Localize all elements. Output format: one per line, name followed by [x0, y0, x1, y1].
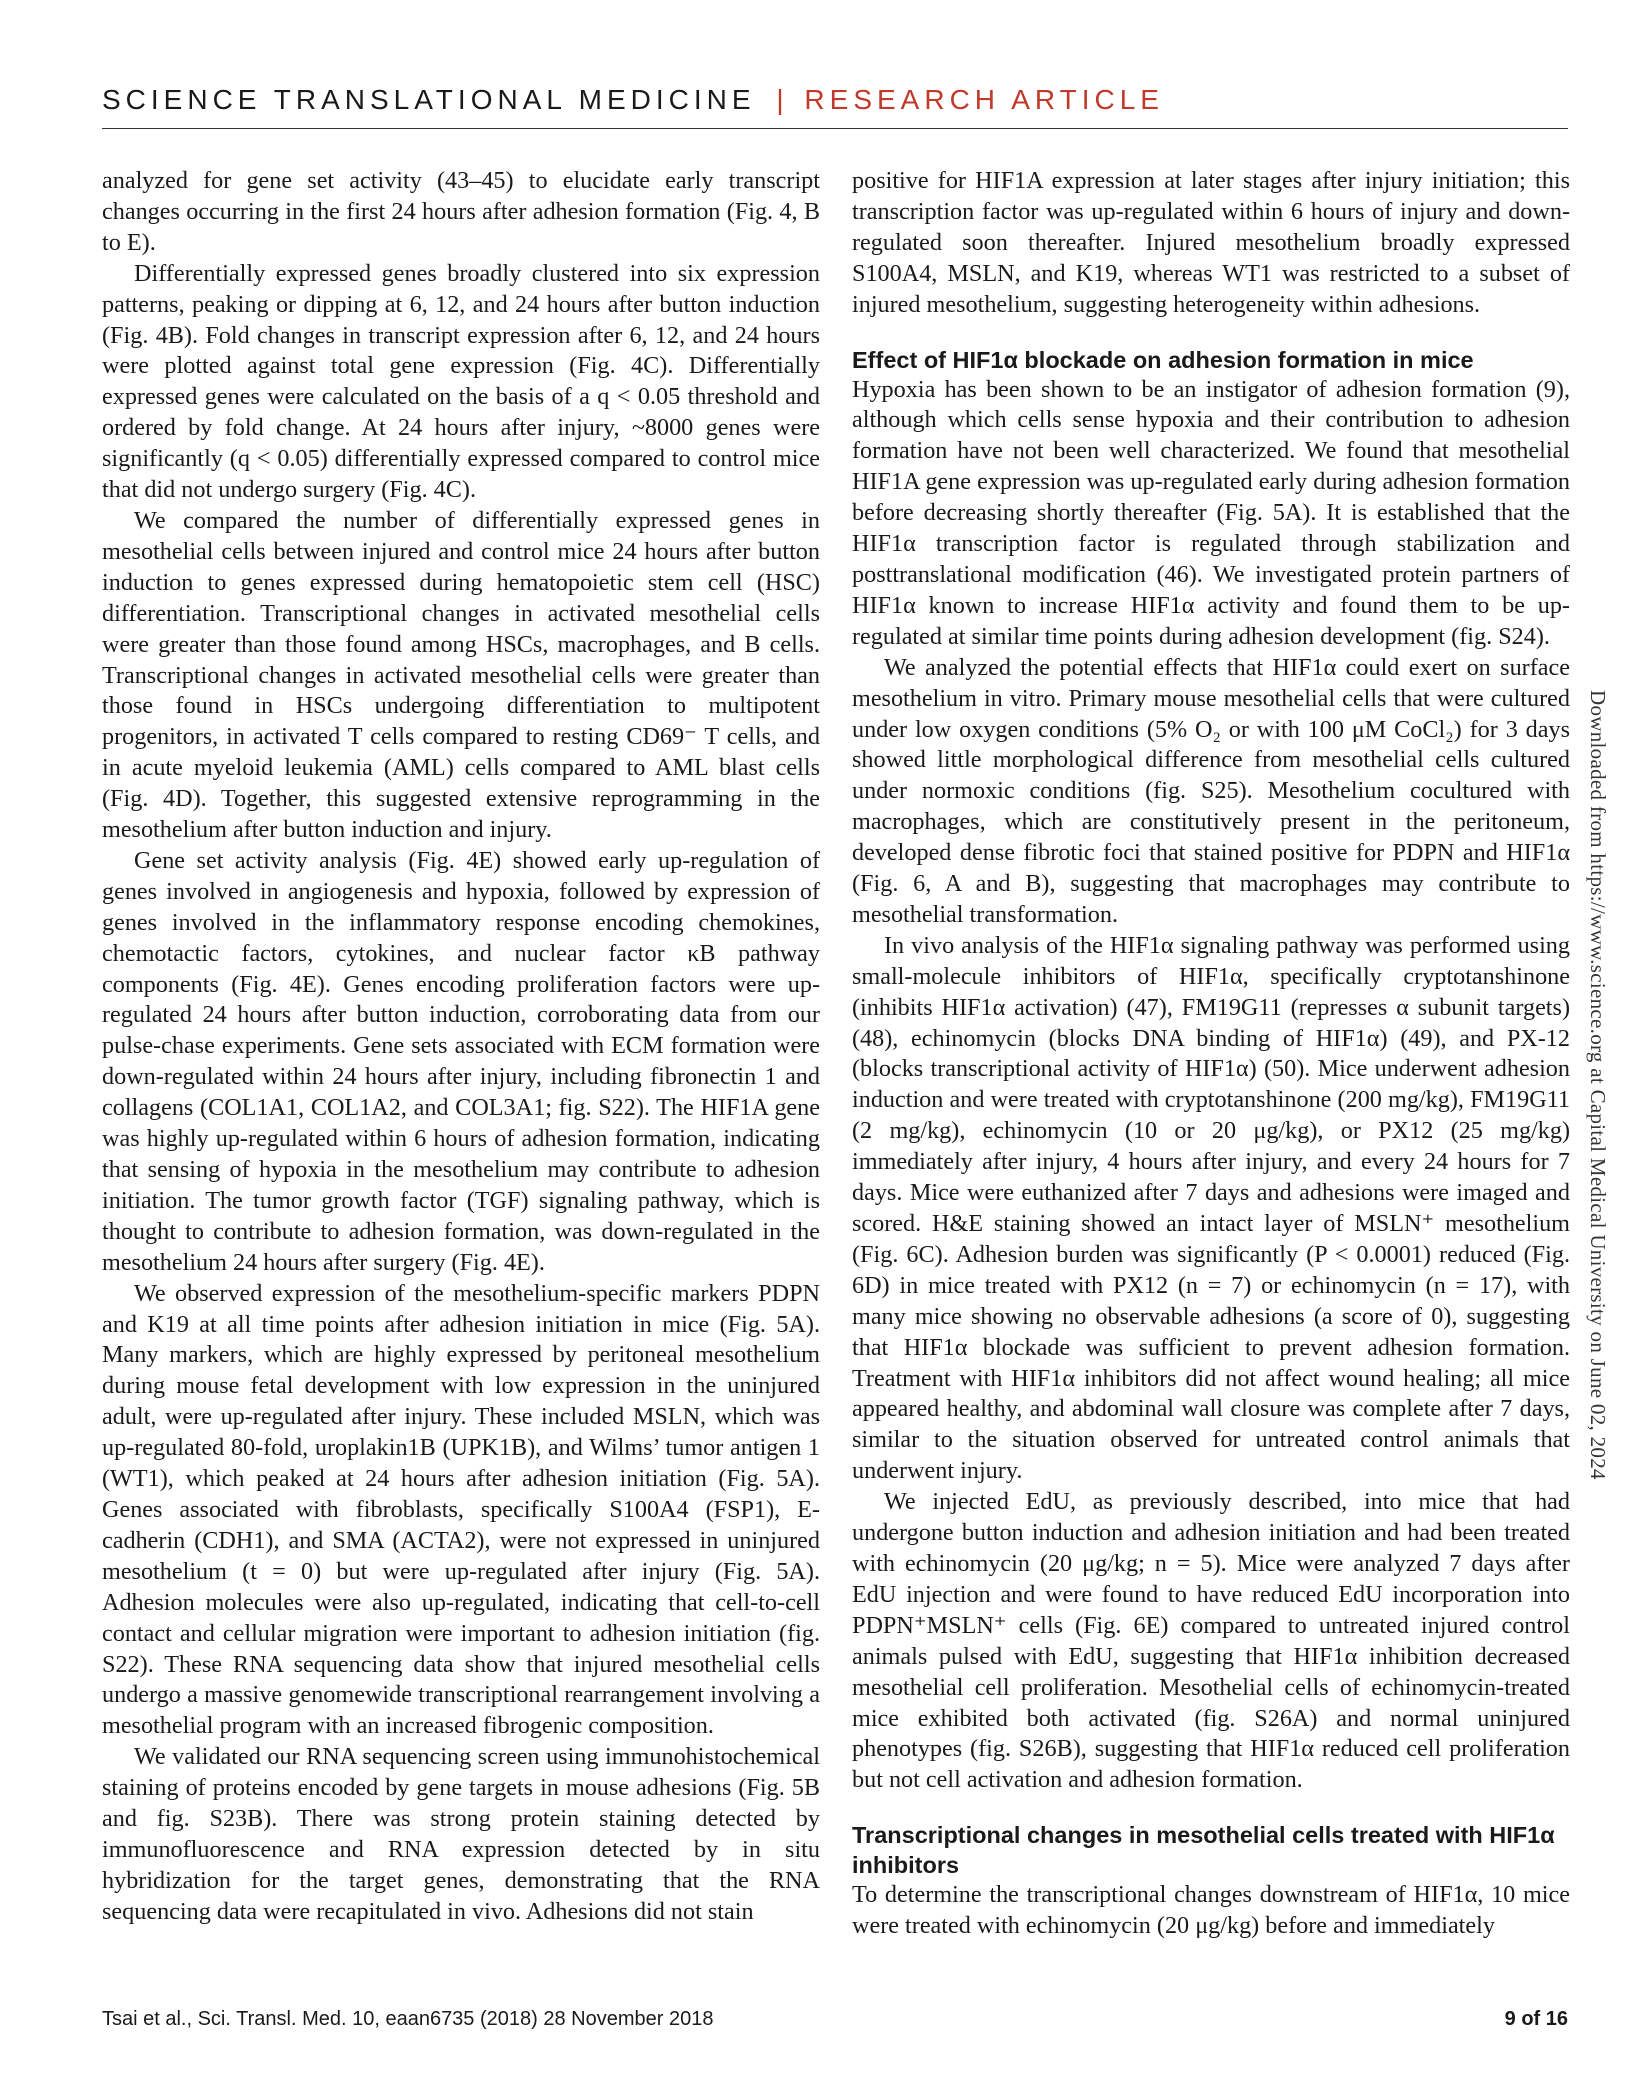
paragraph: positive for HIF1A expression at later stages after injury initiation; this transcription factor was up-regulated within 6 hours of injury and down-regulated soon thereafter. Injured mesothelium broadly expressed S100A4, MSLN, and K19, whereas WT1 was restricted to a subset of injured mesothelium, suggesting heterogeneity within adhesions.	[852, 167, 1570, 318]
journal-name: SCIENCE TRANSLATIONAL MEDICINE	[102, 84, 756, 115]
page-number: 9 of 16	[1504, 2008, 1568, 2030]
left-column	[102, 166, 820, 1928]
section-heading: Transcriptional changes in mesothelial cells treated with HIF1α inhibitors	[852, 1822, 1555, 1879]
download-watermark: Downloaded from https://www.science.org at Capital Medical University on June 02, 2024	[1586, 690, 1610, 1480]
paragraph: We observed expression of the mesothelium-specific markers PDPN and K19 at all time points after adhesion initiation in mice (Fig. 5A). Many markers, which are highly expressed by peritoneal mesothelium during mouse fetal development with low expression in the uninjured adult, were up-regulated after injury. These included MSLN, which was up-regulated 80-fold, uroplakin1B (UPK1B), and Wilms’ tumor antigen 1 (WT1), which peaked at 24 hours after adhesion initiation (Fig. 5A). Genes associated with fibroblasts, specifically S100A4 (FSP1), E-cadherin (CDH1), and SMA (ACTA2), were not expressed in uninjured mesothelium (t = 0) but were up-regulated after injury (Fig. 5A). Adhesion molecules were also up-regulated, indicating that cell-to-cell contact and cellular migration were important to adhesion initiation (fig. S22). These RNA sequencing data show that injured mesothelial cells undergo a massive genomewide transcriptional rearrangement involving a mesothelial program with an increased fibrogenic composition.	[102, 1279, 820, 1740]
paragraph: To determine the transcriptional changes downstream of HIF1α, 10 mice were treated with echinomycin (20 μg/kg) before and immediately	[852, 1881, 1570, 1940]
paragraph: We compared the number of differentially expressed genes in mesothelial cells between injured and control mice 24 hours after button induction to genes expressed during hematopoietic stem cell (HSC) differentiation. Transcriptional changes in activated mesothelial cells were greater than those found among HSCs, macrophages, and B cells. Transcriptional changes in activated mesothelial cells were greater than those found in HSCs undergoing differentiation to multipotent progenitors, in activated T cells compared to resting CD69⁻ T cells, and in acute myeloid leukemia (AML) cells compared to AML blast cells (Fig. 4D). Together, this suggested extensive reprogramming in the mesothelium after button induction and injury.	[102, 506, 820, 844]
paragraph: We injected EdU, as previously described, into mice that had undergone button induction and adhesion initiation and had been treated with echinomycin (20 μg/kg; n = 5). Mice were analyzed 7 days after EdU injection and were found to have reduced EdU incorporation into PDPN⁺MSLN⁺ cells (Fig. 6E) compared to untreated injured control animals pulsed with EdU, suggesting that HIF1α inhibition decreased mesothelial cell proliferation. Mesothelial cells of echinomycin-treated mice exhibited both activated (fig. S26A) and normal uninjured phenotypes (fig. S26B), suggesting that HIF1α reduced cell proliferation but not cell activation and adhesion formation.	[852, 1488, 1570, 1794]
paragraph: We analyzed the potential effects that HIF1α could exert on surface mesothelium in vitro. Primary mouse mesothelial cells that were cultured under low oxygen conditions (5% O₂ or with 100 μM CoCl₂) for 3 days showed little morphological difference from mesothelial cells cultured under normoxic conditions (fig. S25). Mesothelium cocultured with macrophages, which are constitutively present in the peritoneum, developed dense fibrotic foci that stained positive for PDPN and HIF1α (Fig. 6, A and B), suggesting that macrophages may contribute to mesothelial transformation.	[852, 653, 1570, 928]
paragraph: Differentially expressed genes broadly clustered into six expression patterns, peaking or dipping at 6, 12, and 24 hours after button induction (Fig. 4B). Fold changes in transcript expression after 6, 12, and 24 hours were plotted against total gene expression (Fig. 4C). Differentially expressed genes were calculated on the basis of a q < 0.05 threshold and ordered by fold change. At 24 hours after injury, ~8000 genes were significantly (q < 0.05) differentially expressed compared to control mice that did not undergo surgery (Fig. 4C).	[102, 259, 820, 504]
right-column	[852, 166, 1570, 1942]
article-section: RESEARCH ARTICLE	[804, 84, 1164, 115]
citation: Tsai et al., Sci. Transl. Med. 10, eaan6735 (2018) 28 November 2018	[102, 2008, 714, 2030]
paragraph: Gene set activity analysis (Fig. 4E) showed early up-regulation of genes involved in angiogenesis and hypoxia, followed by expression of genes involved in the inflammatory response encoding chemokines, chemotactic factors, cytokines, and nuclear factor κB pathway components (Fig. 4E). Genes encoding proliferation factors were up-regulated 24 hours after button induction, corroborating data from our pulse-chase experiments. Gene sets associated with ECM formation were down-regulated within 24 hours after injury, including fibronectin 1 and collagens (COL1A1, COL1A2, and COL3A1; fig. S22). The HIF1A gene was highly up-regulated within 6 hours of adhesion formation, indicating that sensing of hypoxia in the mesothelium may contribute to adhesion initiation. The tumor growth factor (TGF) signaling pathway, which is thought to contribute to adhesion formation, was down-regulated in the mesothelium 24 hours after surgery (Fig. 4E).	[102, 846, 820, 1276]
paragraph: In vivo analysis of the HIF1α signaling pathway was performed using small-molecule inhibitors of HIF1α, specifically cryptotanshinone (inhibits HIF1α activation) (47), FM19G11 (represses α subunit targets) (48), echinomycin (blocks DNA binding of HIF1α) (49), and PX-12 (blocks transcriptional activity of HIF1α) (50). Mice underwent adhesion induction and were treated with cryptotanshinone (200 mg/kg), FM19G11 (2 mg/kg), echinomycin (10 or 20 μg/kg), or PX12 (25 mg/kg) immediately after injury, 4 hours after injury, and every 24 hours for 7 days. Mice were euthanized after 7 days and adhesions were imaged and scored. H&E staining showed an intact layer of MSLN⁺ mesothelium (Fig. 6C). Adhesion burden was significantly (P < 0.0001) reduced (Fig. 6D) in mice treated with PX12 (n = 7) or echinomycin (n = 17), with many mice showing no observable adhesions (a score of 0), suggesting that HIF1α blockade was sufficient to prevent adhesion formation. Treatment with HIF1α inhibitors did not affect wound healing; all mice appeared healthy, and abdominal wall closure was complete after 7 days, similar to the situation observed for untreated control animals that underwent injury.	[852, 931, 1570, 1485]
header-rule	[102, 128, 1568, 129]
section-heading: Effect of HIF1α blockade on adhesion formation in mice	[852, 346, 1474, 373]
header-separator: |	[776, 84, 784, 115]
paragraph: Hypoxia has been shown to be an instigator of adhesion formation (9), although which cells sense hypoxia and their contribution to adhesion formation have not been well characterized. We found that mesothelial HIF1A gene expression was up-regulated early during adhesion formation before decreasing shortly thereafter (Fig. 5A). It is established that the HIF1α transcription factor is regulated through stabilization and posttranslational modification (46). We investigated protein partners of HIF1α known to increase HIF1α activity and found them to be up-regulated at similar time points during adhesion development (fig. S24).	[852, 375, 1570, 650]
journal-header	[102, 84, 1570, 116]
paragraph: analyzed for gene set activity (43–45) to elucidate early transcript changes occurring in the first 24 hours after adhesion formation (Fig. 4, B to E).	[102, 167, 820, 256]
paragraph: We validated our RNA sequencing screen using immunohistochemical staining of proteins encoded by gene targets in mouse adhesions (Fig. 5B and fig. S23B). There was strong protein staining detected by immunofluorescence and RNA expression detected by in situ hybridization for the target genes, demonstrating that the RNA sequencing data were recapitulated in vivo. Adhesions did not stain	[102, 1743, 820, 1925]
